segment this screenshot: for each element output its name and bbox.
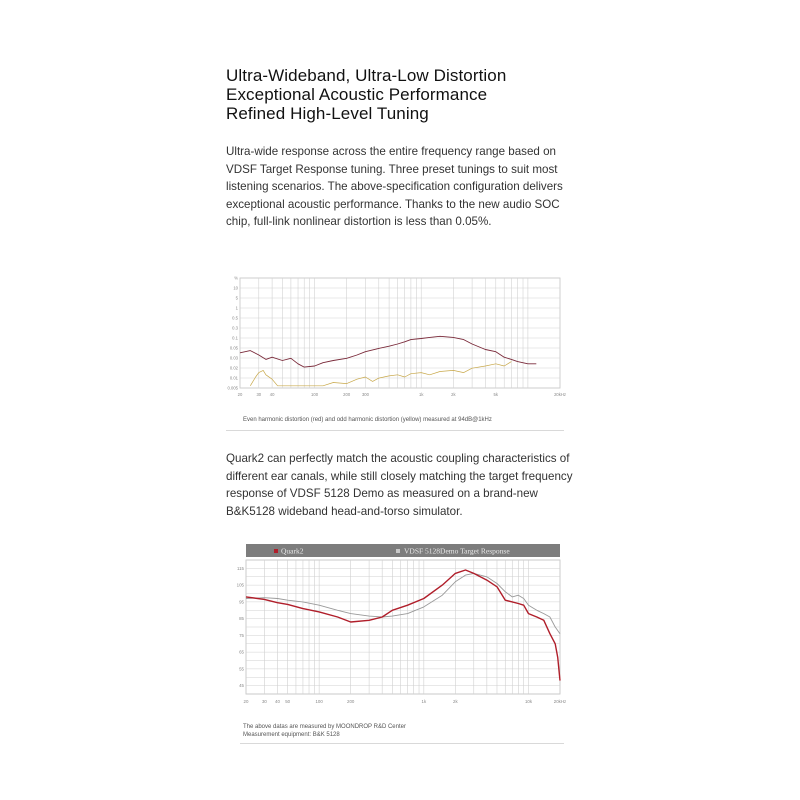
x-tick-label: 2k (453, 699, 458, 704)
y-tick-label: 0.3 (232, 325, 238, 331)
legend-label-quark2: Quark2 (281, 546, 304, 556)
y-tick-label: 45 (239, 683, 244, 689)
y-tick-label: 85 (239, 616, 244, 622)
heading-line-3: Refined High-Level Tuning (226, 104, 429, 123)
section-heading (226, 66, 646, 123)
x-tick-label: 30 (256, 392, 262, 397)
distortion-caption: Even harmonic distortion (red) and odd harmonic distortion (yellow) measured at 94dB@1kHz (243, 417, 492, 423)
x-tick-label: 20 (243, 699, 249, 704)
x-tick-label: 200 (343, 392, 351, 397)
x-tick-label: 100 (315, 699, 323, 704)
x-tick-label: 50 (285, 699, 291, 704)
y-tick-label: 1 (235, 305, 238, 311)
x-tick-label: 5k (493, 392, 498, 397)
y-tick-label: % (234, 275, 238, 281)
y-tick-label: 0.02 (229, 365, 238, 371)
heading-line-1: Ultra-Wideband, Ultra-Low Distortion (226, 66, 507, 85)
x-tick-label: 30 (261, 699, 267, 704)
frequency-response-chart (230, 542, 572, 710)
y-tick-label: 75 (239, 632, 244, 638)
distortion-divider (226, 430, 564, 431)
legend-label-target: VDSF 5128Demo Target Response (404, 546, 510, 556)
frequency-response-paragraph: Quark2 can perfectly match the acoustic coupling characteristics of different ear canals, while still closely matching the target frequency response of VDSF 5128 Demo as measured on a brand-new B&K5128 wideband head-and-torso simulator. (226, 452, 573, 518)
y-tick-label: 65 (239, 649, 244, 655)
fr-caption-line-1: The above datas are measured by MOONDROP R&D Center (243, 724, 406, 730)
plot-area (240, 278, 560, 388)
y-tick-label: 0.05 (229, 345, 238, 351)
x-tick-label: 40 (269, 392, 275, 397)
y-tick-label: 95 (239, 599, 244, 605)
y-tick-label: 5 (235, 295, 238, 301)
x-tick-label: 10k (524, 699, 533, 704)
heading-line-2: Exceptional Acoustic Performance (226, 85, 488, 104)
x-tick-label: 300 (361, 392, 369, 397)
y-tick-label: 0.005 (227, 385, 238, 391)
x-tick-label: 200 (347, 699, 355, 704)
y-tick-label: 0.03 (229, 355, 238, 361)
x-tick-label: 2k (451, 392, 456, 397)
fr-divider (240, 743, 564, 744)
y-tick-label: 115 (237, 565, 244, 571)
y-tick-label: 105 (236, 582, 244, 588)
x-tick-label: 20 (237, 392, 243, 397)
x-tick-label: 20kHz (554, 392, 566, 397)
x-tick-label: 20kHz (553, 699, 567, 704)
fr-caption-line-2: Measurement equipment: B&K 5128 (243, 732, 340, 738)
y-tick-label: 10 (233, 285, 238, 291)
y-tick-label: 0.01 (229, 375, 238, 381)
y-tick-label: 0.5 (232, 315, 238, 321)
legend-swatch-quark2 (274, 549, 278, 553)
distortion-chart (226, 272, 566, 404)
x-tick-label: 100 (311, 392, 319, 397)
y-tick-label: 55 (239, 666, 244, 672)
x-tick-label: 40 (275, 699, 280, 704)
legend-swatch-target (396, 549, 400, 553)
x-tick-label: 1k (421, 699, 427, 704)
intro-paragraph: Ultra-wide response across the entire frequency range based on VDSF Target Response tuning. Three preset tunings to suit most listening scenarios. The above-specification configuration delivers exceptional acoustic performance. Thanks to the new audio SOC chip, full-link nonlinear distortion is less than 0.05%. (226, 145, 563, 229)
x-tick-label: 1k (419, 392, 424, 397)
y-tick-label: 0.1 (232, 335, 238, 341)
